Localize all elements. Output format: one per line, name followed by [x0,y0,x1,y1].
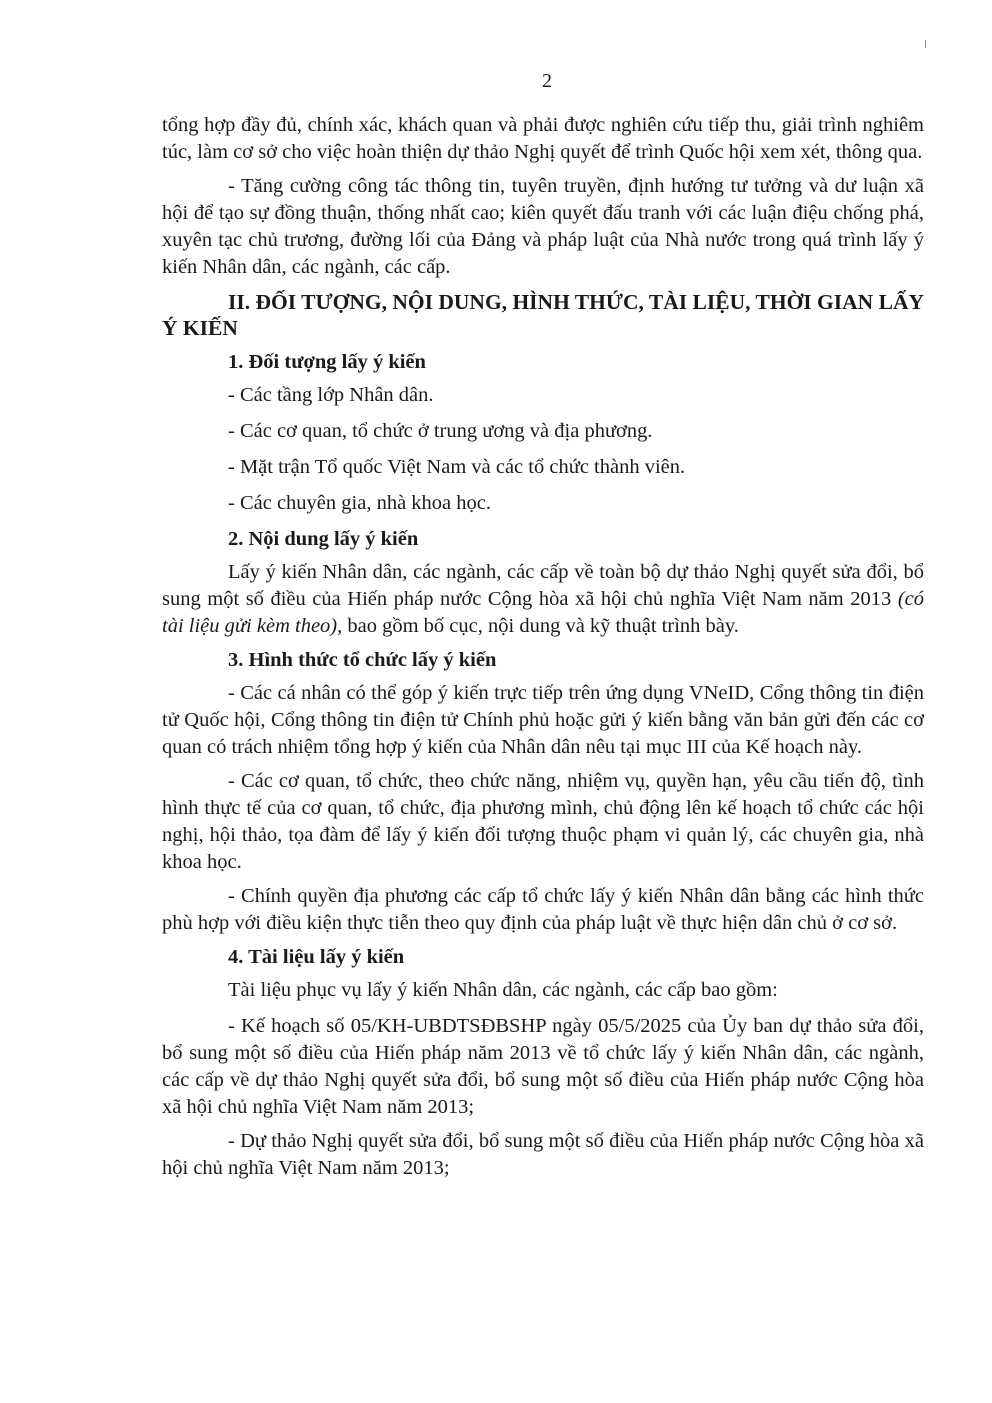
subsection-1-title: 1. Đối tượng lấy ý kiến [228,351,426,373]
list-item: - Các chuyên gia, nhà khoa học. [228,492,491,514]
list-item: - Các cơ quan, tổ chức, theo chức năng, nhiệm vụ, quyền hạn, yêu cầu tiến độ, tình hình thực tế của cơ quan, tổ chức, địa phương mình, chủ động lên kế hoạch tổ chức các hội nghị, hội thảo, tọa đàm để lấy ý kiến đối tượng thuộc phạm vi quản lý, các chuyên gia, nhà khoa học. [162,770,924,873]
intro-paragraph-1: tổng hợp đầy đủ, chính xác, khách quan và phải được nghiên cứu tiếp thu, giải trình nghiêm túc, làm cơ sở cho việc hoàn thiện dự thảo Nghị quyết để trình Quốc hội xem xét, thông qua. [162,114,924,163]
list-item: - Dự thảo Nghị quyết sửa đổi, bổ sung một số điều của Hiến pháp nước Cộng hòa xã hội chủ nghĩa Việt Nam năm 2013; [162,1130,924,1179]
list-item: - Các tầng lớp Nhân dân. [228,384,434,406]
section-heading: II. ĐỐI TƯỢNG, NỘI DUNG, HÌNH THỨC, TÀI LIỆU, THỜI GIAN LẤY Ý KIẾN [162,290,924,340]
intro-paragraph-2: - Tăng cường công tác thông tin, tuyên truyền, định hướng tư tưởng và dư luận xã hội để tạo sự đồng thuận, thống nhất cao; kiên quyết đấu tranh với các luận điệu chống phá, xuyên tạc chủ trương, đường lối của Đảng và pháp luật của Nhà nước trong quá trình lấy ý kiến Nhân dân, các ngành, các cấp. [162,175,924,278]
subsection-2-title: 2. Nội dung lấy ý kiến [228,528,419,550]
subsection-4-title: 4. Tài liệu lấy ý kiến [228,946,405,968]
list-item: - Mặt trận Tổ quốc Việt Nam và các tổ chức thành viên. [228,456,686,478]
list-item: - Kế hoạch số 05/KH-UBDTSĐBSHP ngày 05/5/2025 của Ủy ban dự thảo sửa đổi, bổ sung một số điều của Hiến pháp năm 2013 về tổ chức lấy ý kiến Nhân dân, các ngành, các cấp về dự thảo Nghị quyết sửa đổi, bổ sung một số điều của Hiến pháp nước Cộng hòa xã hội chủ nghĩa Việt Nam năm 2013; [162,1015,924,1118]
list-item: - Chính quyền địa phương các cấp tổ chức lấy ý kiến Nhân dân bằng các hình thức phù hợp với điều kiện thực tiễn theo quy định của pháp luật về thực hiện dân chủ ở cơ sở. [162,885,924,934]
document-body [162,112,924,1189]
content-text-end: , bao gồm bố cục, nội dung và kỹ thuật trình bày. [337,615,739,637]
attachment-note: (có tài liệu gửi kèm theo) [162,588,924,637]
content-text: Lấy ý kiến Nhân dân, các ngành, các cấp về toàn bộ dự thảo Nghị quyết sửa đổi, bổ sung một số điều của Hiến pháp nước Cộng hòa xã hội chủ nghĩa Việt Nam năm 2013 [162,561,924,610]
list-item: - Các cá nhân có thể góp ý kiến trực tiếp trên ứng dụng VNeID, Cổng thông tin điện tử Quốc hội, Cổng thông tin điện tử Chính phủ hoặc gửi ý kiến bằng văn bản gửi đến các cơ quan có trách nhiệm tổng hợp ý kiến của Nhân dân nêu tại mục III của Kế hoạch này. [162,682,924,758]
subsection-3-title: 3. Hình thức tổ chức lấy ý kiến [228,649,497,671]
scan-mark [925,40,932,48]
page-number: 2 [542,70,552,92]
subsection-4-lead: Tài liệu phục vụ lấy ý kiến Nhân dân, các ngành, các cấp bao gồm: [228,979,778,1001]
subsection-2-paragraph [162,559,924,640]
list-item: - Các cơ quan, tổ chức ở trung ương và địa phương. [228,420,653,442]
